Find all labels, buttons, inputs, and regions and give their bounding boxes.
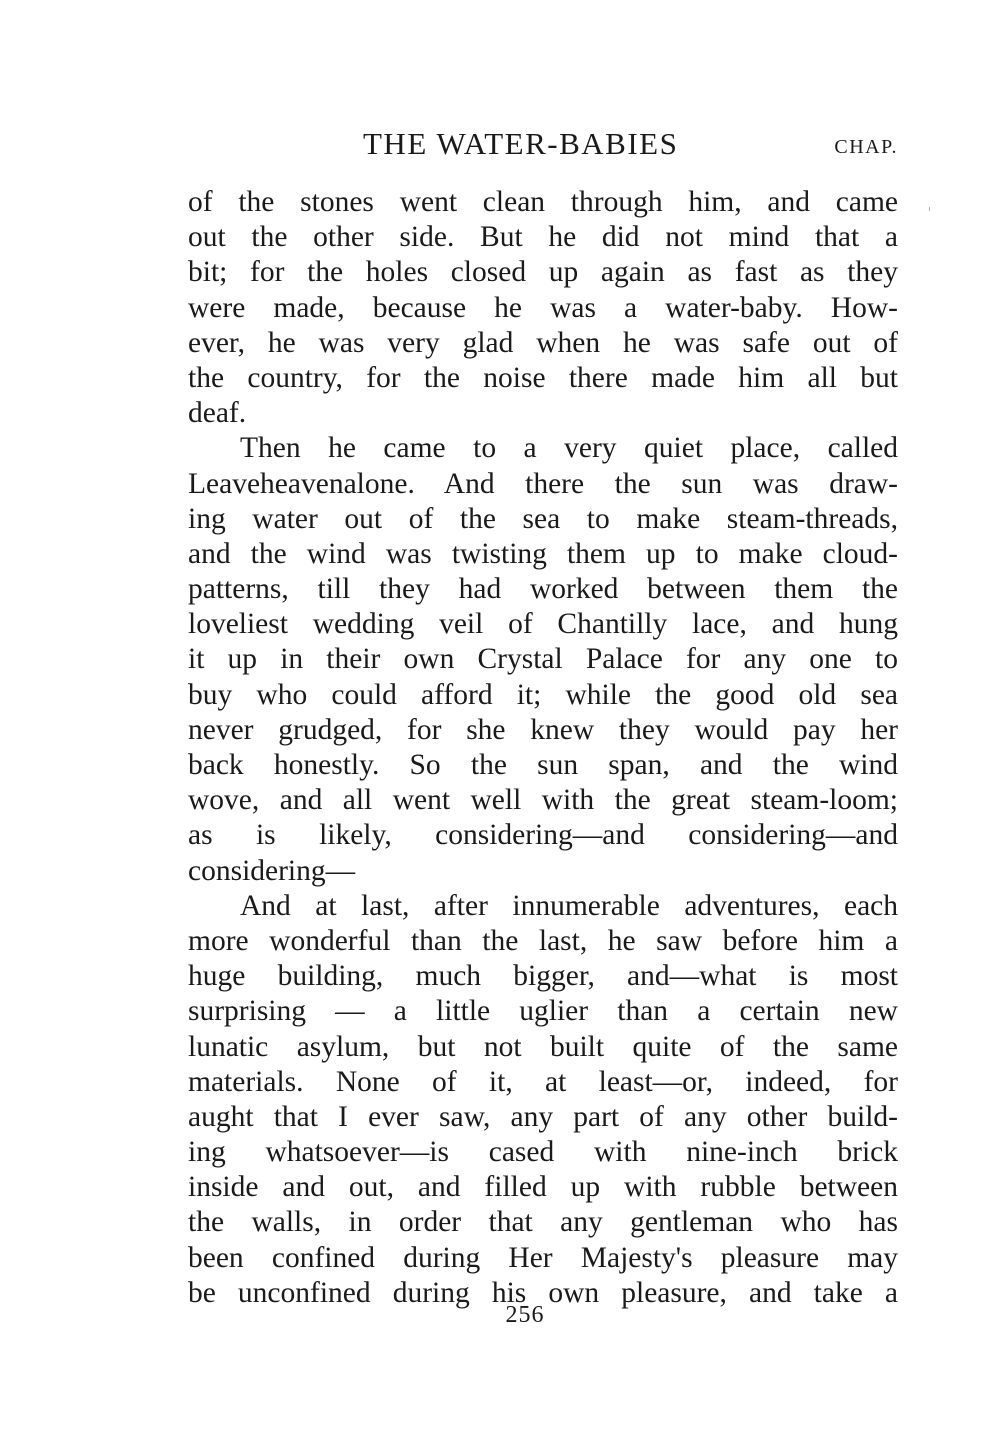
text-line: considering— <box>188 854 356 887</box>
text-line: surprising — a little uglier than a certain new <box>188 995 898 1028</box>
text-line: ing whatsoever—is cased with nine-inch brick <box>188 1136 898 1169</box>
text-line: And at last, after innumerable adventures, each <box>240 889 898 922</box>
text-line: ever, he was very glad when he was safe out of <box>188 326 898 359</box>
text-line: been confined during Her Majesty's pleasure may <box>188 1241 898 1274</box>
body-text <box>188 185 898 1311</box>
text-line: the country, for the noise there made him all but <box>188 361 898 394</box>
text-line: loveliest wedding veil of Chantilly lace, and hung <box>188 608 898 641</box>
text-line: aught that I ever saw, any part of any other build- <box>188 1100 898 1133</box>
chapter-label: CHAP. <box>834 136 898 158</box>
text-line: buy who could afford it; while the good old sea <box>188 678 898 711</box>
text-line: back honestly. So the sun span, and the wind <box>188 749 898 781</box>
text-line: lunatic asylum, but not built quite of the same <box>188 1030 898 1063</box>
text-line: be unconfined during his own pleasure, and take a <box>188 1276 898 1309</box>
text-line: huge building, much bigger, and—what is most <box>188 960 898 993</box>
text-line: materials. None of it, at least—or, indeed, for <box>188 1065 898 1098</box>
text-line: deaf. <box>188 397 247 430</box>
margin-mark <box>929 207 930 211</box>
text-line: Leaveheavenalone. And there the sun was draw- <box>188 467 898 500</box>
text-line: bit; for the holes closed up again as fast as they <box>188 256 898 289</box>
running-title: THE WATER-BABIES <box>363 126 679 161</box>
text-line: wove, and all went well with the great steam-loom; <box>188 784 898 817</box>
text-line: patterns, till they had worked between them the <box>188 573 898 606</box>
text-line: never grudged, for she knew they would pay her <box>188 713 898 746</box>
text-line: Then he came to a very quiet place, called <box>240 432 898 465</box>
text-line: were made, because he was a water-baby. How- <box>188 291 898 324</box>
page-number: 256 <box>505 1302 545 1328</box>
text-line: of the stones went clean through him, and came <box>188 186 898 218</box>
text-line: as is likely, considering—and considering—and <box>188 819 898 852</box>
text-line: inside and out, and filled up with rubble between <box>188 1171 898 1204</box>
text-line: ing water out of the sea to make steam-threads, <box>188 502 898 535</box>
running-head <box>188 126 898 166</box>
text-line: and the wind was twisting them up to make cloud- <box>188 537 898 570</box>
text-line: it up in their own Crystal Palace for any one to <box>188 643 898 676</box>
text-line: more wonderful than the last, he saw before him a <box>188 924 898 957</box>
text-line: the walls, in order that any gentleman who has <box>188 1206 898 1239</box>
text-line: out the other side. But he did not mind that a <box>188 221 898 254</box>
